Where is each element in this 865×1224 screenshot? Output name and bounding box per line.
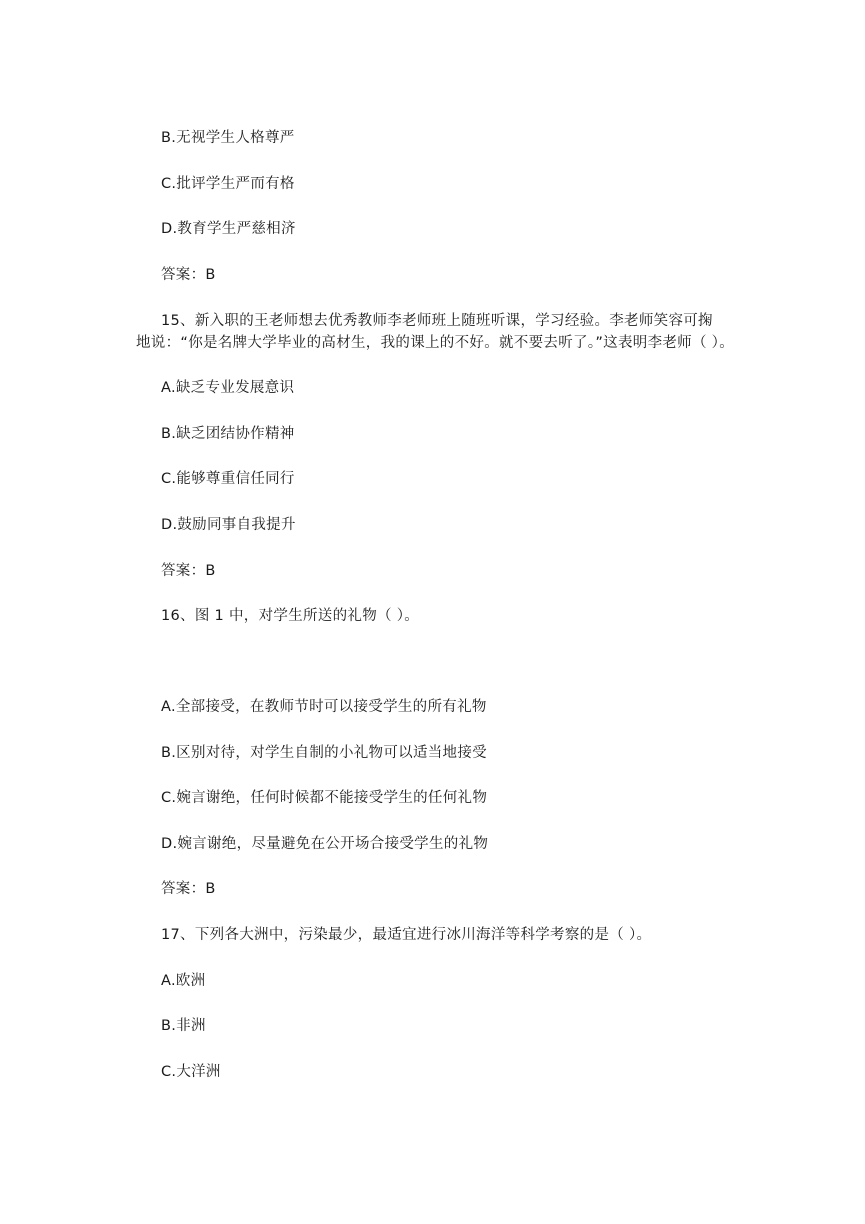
- q15-stem-line2: 地说：“你是名牌大学毕业的高材生，我的课上的不好。就不要去听了。”这表明李老师（ ）。: [136, 335, 735, 351]
- q16-option-d: D.婉言谢绝，尽量避免在公开场合接受学生的礼物: [161, 836, 489, 852]
- q15-option-b: B.缺乏团结协作精神: [161, 426, 295, 442]
- q15-option-c: C.能够尊重信任同行: [161, 471, 295, 487]
- q16-answer: 答案：B: [161, 881, 216, 897]
- q16-option-b: B.区别对待，对学生自制的小礼物可以适当地接受: [161, 745, 487, 761]
- q15-answer: 答案：B: [161, 563, 216, 579]
- q14-answer: 答案：B: [161, 267, 216, 283]
- q16-option-a: A.全部接受，在教师节时可以接受学生的所有礼物: [161, 699, 487, 715]
- q16-stem: 16、图 1 中，对学生所送的礼物（ ）。: [161, 608, 420, 624]
- q14-option-b: B.无视学生人格尊严: [161, 130, 295, 146]
- q17-option-b: B.非洲: [161, 1018, 206, 1034]
- q17-stem: 17、下列各大洲中，污染最少，最适宜进行冰川海洋等科学考察的是（ ）。: [161, 927, 652, 943]
- q16-option-c: C.婉言谢绝，任何时候都不能接受学生的任何礼物: [161, 790, 488, 806]
- q14-option-d: D.教育学生严慈相济: [161, 221, 296, 237]
- q14-option-c: C.批评学生严而有格: [161, 176, 295, 192]
- q17-option-a: A.欧洲: [161, 973, 206, 989]
- q15-option-a: A.缺乏专业发展意识: [161, 380, 295, 396]
- q15-stem-line1: 15、新入职的王老师想去优秀教师李老师班上随班听课，学习经验。李老师笑容可掬: [161, 313, 713, 329]
- q15-option-d: D.鼓励同事自我提升: [161, 517, 296, 533]
- q17-option-c: C.大洋洲: [161, 1064, 221, 1080]
